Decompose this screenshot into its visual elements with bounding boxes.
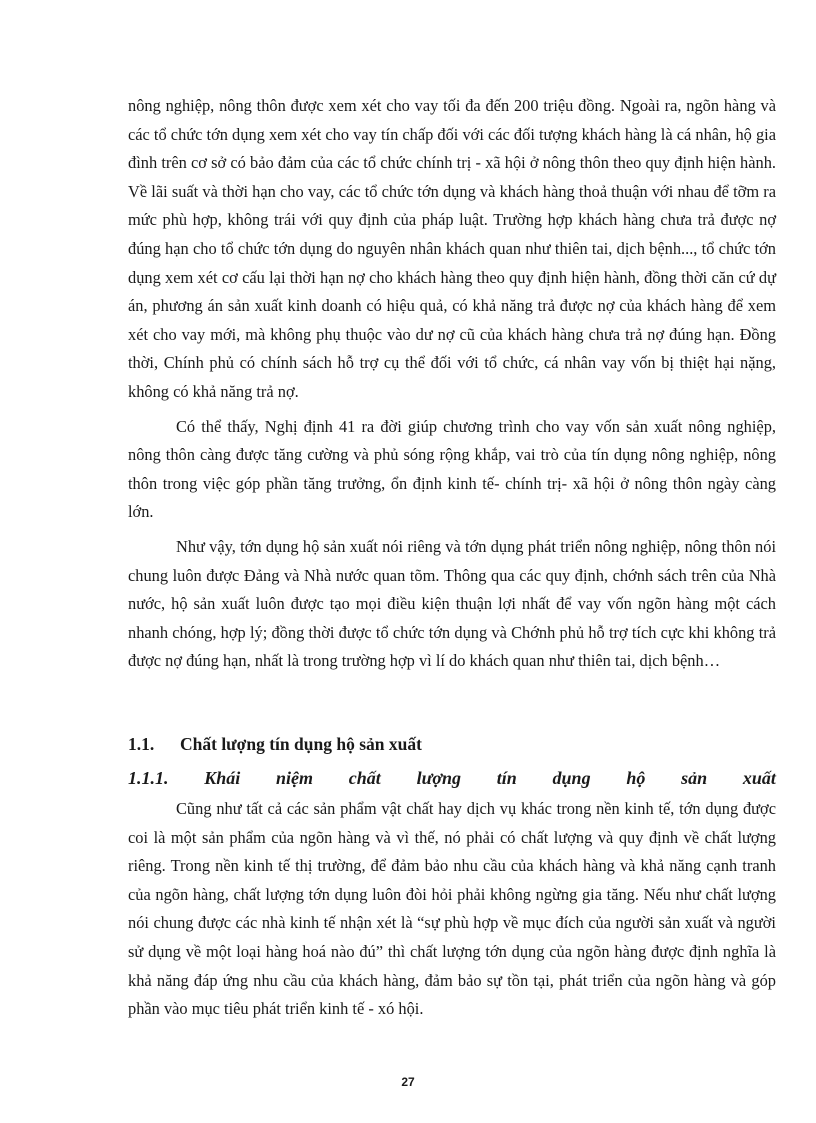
subsection-word: hộ [626,768,646,788]
subsection-heading [128,764,776,792]
page-number: 27 [401,1075,415,1089]
subsection-word: lượng [416,768,462,788]
subsection-word: chất [348,768,381,788]
subsection-word: sản [681,768,708,788]
paragraph-summary: Như vậy, tớn dụng hộ sản xuất nói riêng và tớn dụng phát triển nông nghiệp, nông thôn nói chung luôn được Đảng và Nhà nước quan tõm. Thông qua các quy định, chớnh sách trên của Nhà nước, hộ sản xuất luôn được tạo mọi điều kiện thuận lợi nhất để vay vốn ngõn hàng một cách nhanh chóng, hợp lý; đồng thời được tổ chức tớn dụng và Chớnh phủ hỗ trợ tích cực khi không trả được nợ đúng hạn, nhất là trong trường hợp vì lí do khách quan như thiên tai, dịch bệnh… [128,536,776,671]
section-title: Chất lượng tín dụng hộ sản xuất [180,734,422,754]
subsection-word: dụng [552,768,591,788]
subsection-word: tín [496,768,517,788]
section-number: 1.1. [128,734,155,754]
paragraph-decree-41: Có thể thấy, Nghị định 41 ra đời giúp chương trình cho vay vốn sản xuất nông nghiệp, nông thôn càng được tăng cường và phủ sóng rộng khắp, vai trò của tín dụng nông nghiệp, nông thôn trong việc góp phần tăng trưởng, ổn định kinh tế- chính trị- xã hội ở nông thôn ngày càng lớn. [128,416,776,522]
body-text-top [128,92,776,676]
subsection-word: niệm [276,768,314,788]
subsection-word: xuất [742,768,776,788]
subsection-word: Khái [204,768,241,788]
subsection-number: 1.1.1. [128,768,169,788]
paragraph-credit-quality: Cũng như tất cả các sản phẩm vật chất hay dịch vụ khác trong nền kinh tế, tớn dụng được coi là một sản phẩm của ngõn hàng và vì thế, nó phải có chất lượng và quy định về chất lượng riêng. Trong nền kinh tế thị trường, để đảm bảo nhu cầu của khách hàng và khả năng cạnh tranh của ngõn hàng, chất lượng tớn dụng luôn đòi hỏi phải không ngừng gia tăng. Nếu như chất lượng nói chung được các nhà kinh tế nhận xét là “sự phù hợp về mục đích của người sản xuất và người sử dụng về một loại hàng hoá nào đú” thì chất lượng tớn dụng của ngõn hàng được định nghĩa là khả năng đáp ứng nhu cầu của khách hàng, đảm bảo sự tồn tại, phát triển của ngõn hàng và góp phần vào mục tiêu phát triển kinh tế - xó hội. [128,799,776,1019]
body-text-bottom [128,795,776,1024]
section-heading [128,730,776,758]
paragraph-credit-regulation: nông nghiệp, nông thôn được xem xét cho vay tối đa đến 200 triệu đồng. Ngoài ra, ngõn hàng và các tổ chức tớn dụng xem xét cho vay tín chấp đối với các đối tượng khách hàng là cá nhân, hộ gia đình trên cơ sở có bảo đảm của các tổ chức chính trị - xã hội ở nông thôn theo quy định hiện hành. Về lãi suất và thời hạn cho vay, các tổ chức tớn dụng và khách hàng thoả thuận với nhau để tỡm ra mức phù hợp, không trái với quy định của pháp luật. Trường hợp khách hàng chưa trả được nợ đúng hạn cho tổ chức tớn dụng do nguyên nhân khách quan như thiên tai, dịch bệnh..., tổ chức tớn dụng xem xét cơ cấu lại thời hạn nợ cho khách hàng theo quy định hiện hành, đồng thời căn cứ dự án, phương án sản xuất kinh doanh có hiệu quả, có khả năng trả được nợ của khách hàng để xem xét cho vay mới, mà không phụ thuộc vào dư nợ cũ của khách hàng chưa trả nợ đúng hạn. Đồng thời, Chính phủ có chính sách hỗ trợ cụ thể đối với tổ chức, cá nhân vay vốn bị thiệt hại nặng, không có khả năng trả nợ. [128,96,776,401]
